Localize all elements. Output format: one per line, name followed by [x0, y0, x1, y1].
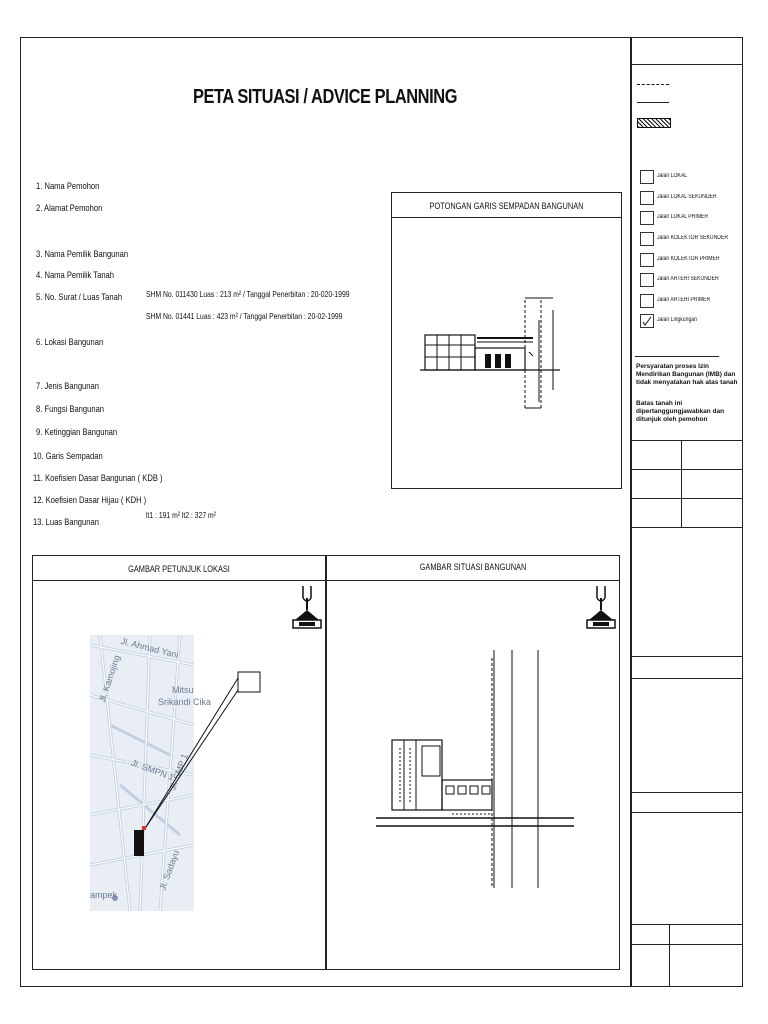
- map-label-sa: Jl. SMP 1: [167, 752, 190, 792]
- side-grid-line: [631, 812, 743, 813]
- page-title: PETA SITUASI / ADVICE PLANNING: [192, 86, 458, 108]
- side-grid-line: [631, 924, 743, 925]
- value-luas: lt1 : 191 m² lt2 : 327 m²: [146, 510, 216, 520]
- field-jenis-bangunan: 7. Jenis Bangunan: [36, 381, 99, 392]
- field-kdb: 11. Koefisien Dasar Bangunan ( KDB ): [33, 473, 163, 484]
- map-label-kamojing: Jl. Kamojing: [97, 653, 122, 704]
- field-fungsi-bangunan: 8. Fungsi Bangunan: [36, 404, 105, 415]
- side-grid-line: [631, 656, 743, 657]
- map-label-smpn: Jl. SMPN 1: [129, 757, 176, 783]
- field-pemilik-tanah: 4. Nama Pemilik Tanah: [36, 270, 115, 281]
- map-label-sadayu: Jl. Sadayu: [157, 848, 182, 892]
- side-grid-line: [631, 944, 743, 945]
- legend-label-kolektor-primer: Jalan KOLEKTOR PRIMER: [657, 256, 720, 262]
- petunjuk-heading: GAMBAR PETUNJUK LOKASI: [128, 564, 230, 574]
- side-grid-line: [681, 440, 682, 527]
- potongan-divider: [391, 217, 622, 218]
- legend-box-lokal-primer: [640, 211, 654, 225]
- field-no-surat: 5. No. Surat / Luas Tanah: [36, 292, 123, 303]
- legend-label-lokal-sekunder: Jalan LOKAL SEKUNDER: [657, 194, 717, 200]
- map-label-ahmad-yani: Jl. Ahmad Yani: [119, 635, 180, 661]
- legend-box-arteri-sekunder: [640, 273, 654, 287]
- legend-box-lokal-sekunder: [640, 191, 654, 205]
- field-luas-bangunan: 13. Luas Bangunan: [33, 517, 99, 528]
- side-grid-line: [669, 924, 670, 987]
- side-grid-line: [631, 440, 743, 441]
- legend-box-arteri-primer: [640, 294, 654, 308]
- notes-rule: [635, 356, 719, 357]
- legend-dash-symbol: [637, 84, 669, 85]
- side-grid-line: [631, 469, 743, 470]
- north-arrow-icon: [585, 584, 617, 632]
- potongan-heading: POTONGAN GARIS SEMPADAN BANGUNAN: [429, 201, 584, 211]
- side-grid-line: [631, 527, 743, 528]
- map-label-kampek: ampek: [90, 890, 118, 900]
- legend-label-lingkungan: Jalan Lingkungan: [657, 317, 697, 323]
- legend-line-symbol: [637, 102, 669, 103]
- field-garis-sempadan: 10. Garis Sempadan: [33, 451, 103, 462]
- field-nama-pemohon: 1. Nama Pemohon: [36, 181, 100, 192]
- legend-box-lokal: [640, 170, 654, 184]
- legend-label-arteri-primer: Jalan ARTERI PRIMER: [657, 297, 711, 303]
- field-alamat-pemohon: 2. Alamat Pemohon: [36, 203, 103, 214]
- legend-hatch-symbol: [637, 118, 671, 128]
- legend-label-arteri-sekunder: Jalan ARTERI SEKUNDER: [657, 276, 719, 282]
- field-ketinggian-bangunan: 9. Ketinggian Bangunan: [36, 427, 118, 438]
- side-divider: [631, 64, 743, 65]
- note-imb: Persyaratan proses Izin Mendirikan Bangunan (IMB) dan tidak menyatakan hak atas tanah: [636, 363, 738, 386]
- site-plan-drawing: [374, 648, 574, 888]
- legend-box-kolektor-primer: [640, 253, 654, 267]
- legend-label-lokal: Jalan LOKAL: [657, 173, 688, 179]
- legend-box-kolektor-sekunder: [640, 232, 654, 246]
- petunjuk-divider: [32, 580, 620, 581]
- side-grid-line: [631, 678, 743, 679]
- field-pemilik-bangunan: 3. Nama Pemilik Bangunan: [36, 249, 129, 260]
- check-icon: [641, 315, 653, 327]
- value-surat-2: SHM No. 01441 Luas : 423 m² / Tanggal Penerbitan : 20-02-1999: [146, 311, 343, 321]
- situasi-heading: GAMBAR SITUASI BANGUNAN: [419, 562, 527, 572]
- section-drawing: [415, 290, 565, 410]
- north-arrow-icon: [291, 584, 323, 632]
- map-label-srikandi: Srikandi Cika: [158, 697, 212, 707]
- note-batas-tanah: Batas tanah ini dipertanggungjawabkan dan ditunjuk oleh pemohon: [636, 400, 725, 423]
- side-grid-line: [631, 498, 743, 499]
- map-label-mitsu: Mitsu: [172, 685, 194, 695]
- value-surat-1: SHM No. 011430 Luas : 213 m² / Tanggal Penerbitan : 20-020-1999: [146, 289, 350, 299]
- legend-label-kolektor-sekunder: Jalan KOLEKTOR SEKUNDER: [657, 235, 729, 241]
- field-kdh: 12. Koefisien Dasar Hijau ( KDH ): [33, 495, 147, 506]
- side-grid-line: [631, 792, 743, 793]
- legend-label-lokal-primer: Jalan LOKAL PRIMER: [657, 214, 709, 220]
- location-pointer: [130, 670, 270, 870]
- legend-box-lingkungan: [640, 314, 654, 328]
- field-lokasi-bangunan: 6. Lokasi Bangunan: [36, 337, 104, 348]
